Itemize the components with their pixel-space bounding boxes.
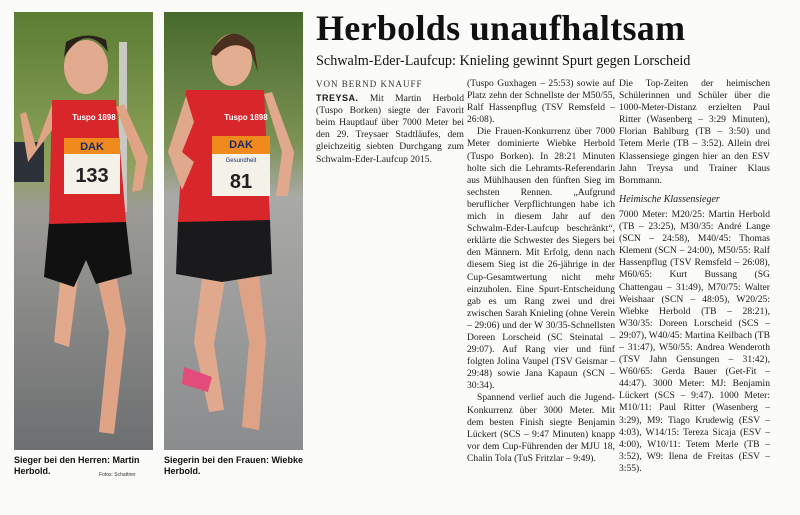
jersey-club-label: Tuspo 1898 bbox=[72, 113, 116, 122]
article-paragraph: Die Frauen-Konkurrenz über 7000 Meter dominierte Wiebke Herbold (Tuspo Borken). In 28:21 Minuten holte sich die Lehramts-Referendarin aus Mühlhausen den fünften Sieg im sechsten Rennen. „Aufgrund beruflicher Verpflichtungen habe ich mich in diesem Jahr auf den Schwalm-Eder-Laufcup beschränkt“, erklärte die Schwester des Siegers bei den Männern. Mit Erfolg, denn nach diesem Sieg ist die 26-jährige in der Cup-Gesamtwertung nicht mehr einzuholen. Eine Spurt-Entscheidung gab es um Rang zwei und drei zwischen Sarah Knieling (ohne Verein – 29:06) und der W 30/35-Schnellsten Doreen Lorscheid (SC Steinatal – 29:07). Auf Rang vier und fünf folgten Jolina Vaupel (TSV Geismar – 29:48) sowie Jana Kapaun (SCN – 30:34). bbox=[467, 126, 615, 392]
article-column-3 bbox=[619, 78, 770, 475]
article-paragraph: Die Top-Zeiten der heimischen Schülerinnen und Schüler über die 1000-Meter-Distanz erzielten Paul Ritter (Wasenberg – 3:29 Minuten), Florian Bahlburg (TB – 3:50) und Tetem Merle (TB – 3:52). Allein drei Klassensiege gingen hier an den ESV Jahn Treysa und Trainer Klaus Bornmann. bbox=[619, 78, 770, 186]
article-column-2 bbox=[467, 78, 615, 465]
photo-male-winner bbox=[14, 12, 153, 450]
byline: VON BERND KNAUFF bbox=[316, 79, 423, 89]
results-list: 7000 Meter: M20/25: Martin Herbold (TB – 23:25), M30/35: André Lange (SCN – 24:58), M40/45: Thomas Klement (SCN – 24:00), M50/55: Ralf Hassenpflug (TSV Remsfeld – 26:08), M60/65: Kurt Bussang (SG Chattengau – 31:49), M70/75: Walter Weishaar (SCN – 48:05), W20/25: Wiebke Herbold (TB – 28:21), W30/35: Doreen Lorscheid (SCS – 29:07), W40/45: Martina Keilbach (TB – 31:47), W50/55: Andrea Wenderoth (TSV Jahn Gensungen – 31:42), W60/65: Gerda Bauer (Get-Fit – 44:47). 3000 Meter: MJ: Benjamin Lückert (SCS – 9:47). 1000 Meter: M10/11: Paul Ritter (Wasenberg – 3:29), M9: Tiago Krudewig (ESV – 4:03), W14/15: Tereza Sicaja (ESV – 4:00), W10/11: Tetem Merle (TB – 3:52), W9: Ilena de Freitas (ESV – 3:55). bbox=[619, 208, 770, 474]
bib-sponsor-sub-label: Gesundheit bbox=[225, 158, 257, 164]
article-subheadline: Schwalm-Eder-Laufcup: Knieling gewinnt Spurt gegen Lorscheid bbox=[316, 53, 691, 69]
runner-photo-wiebke bbox=[164, 12, 303, 450]
dateline: TREYSA. bbox=[316, 93, 359, 104]
bib-number-label: 133 bbox=[75, 165, 109, 187]
photo-female-winner bbox=[164, 12, 303, 450]
article-paragraph: Spannend verlief auch die Jugend-Konkurrenz über 3000 Meter. Mit dem besten Finish siegte Benjamin Lückert (SCS – 9:47 Minuten) knapp vor dem Cup-Führenden der MJU 18, Chalin Tola (TuS Fritzlar – 9:49). bbox=[467, 392, 615, 464]
photo-caption-left: Sieger bei den Herren: Martin Herbold. bbox=[14, 455, 140, 476]
article-paragraph: (Tuspo Guxhagen – 25:53) sowie auf Platz zehn der Schnellste der M50/55, Ralf Hassenpflug (TSV Remsfeld – 26:08). bbox=[467, 78, 615, 126]
lead-text: Mit Martin Herbold (Tuspo Borken) siegte der Favorit beim Hauptlauf über 7000 Meter bei den 29. Treysaer Stadtläufes, dem gleichzeitig siebten Durchgang zum Schwalm-Eder-Laufcup 2015. bbox=[316, 93, 464, 165]
photo-caption-right: Siegerin bei den Frauen: Wiebke Herbold. bbox=[164, 455, 303, 476]
results-heading: Heimische Klassensieger bbox=[619, 193, 720, 205]
bib-sponsor-label: DAK bbox=[80, 141, 104, 153]
article-column-1 bbox=[316, 78, 464, 166]
article-paragraph-lead bbox=[316, 92, 464, 166]
photo-credit: Fotos: Schattner bbox=[99, 472, 136, 478]
bib-sponsor-label: DAK bbox=[229, 139, 253, 151]
article-headline: Herbolds unaufhaltsam bbox=[316, 8, 686, 48]
jersey-club-label: Tuspo 1898 bbox=[224, 113, 268, 122]
bib-number-label: 81 bbox=[229, 171, 253, 193]
runner-photo-martin bbox=[14, 12, 153, 450]
